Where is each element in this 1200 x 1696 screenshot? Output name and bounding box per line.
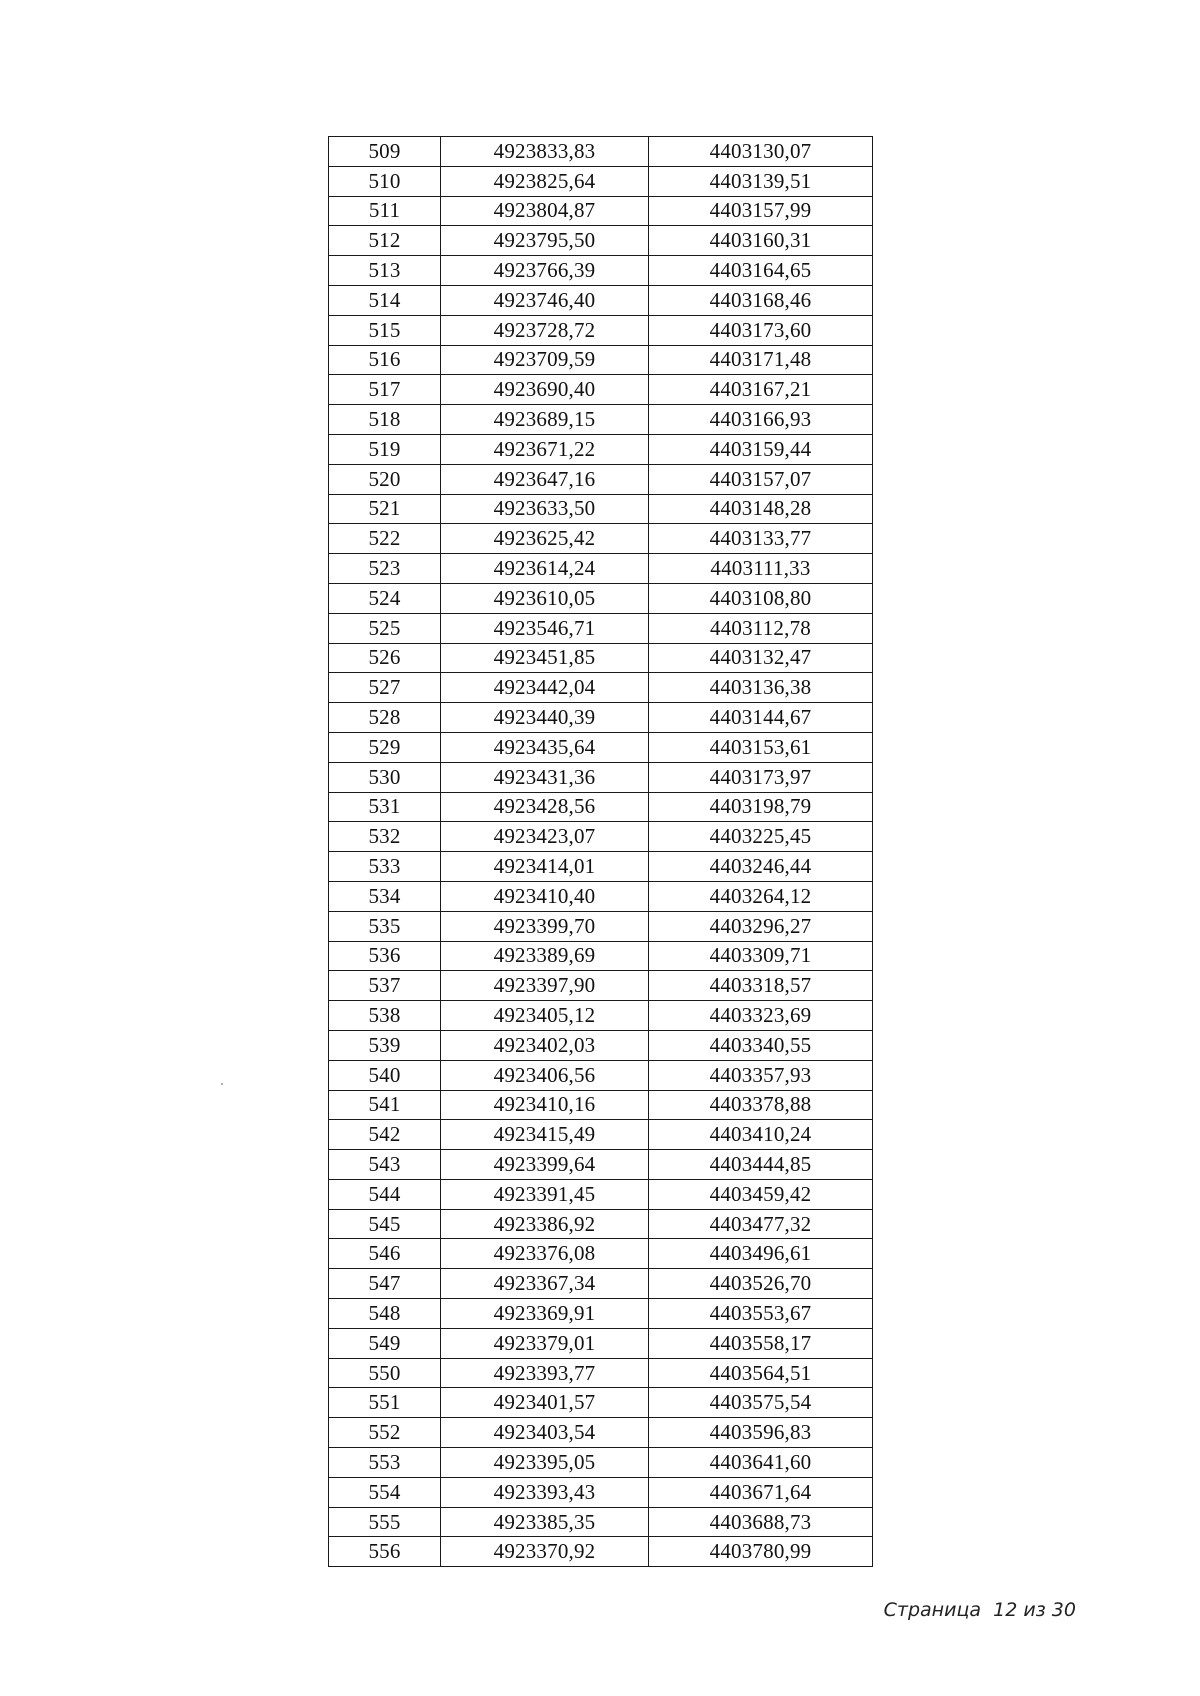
table-row xyxy=(329,762,873,792)
x-coordinate-cell: 4923405,12 xyxy=(441,1001,649,1031)
point-number-cell: 520 xyxy=(329,464,441,494)
x-coordinate-cell: 4923689,15 xyxy=(441,405,649,435)
y-coordinate-cell: 4403477,32 xyxy=(649,1209,873,1239)
y-coordinate-cell: 4403198,79 xyxy=(649,792,873,822)
table-row xyxy=(329,1448,873,1478)
table-row xyxy=(329,1001,873,1031)
point-number-cell: 530 xyxy=(329,762,441,792)
table-row xyxy=(329,911,873,941)
point-number-cell: 529 xyxy=(329,732,441,762)
table-row xyxy=(329,673,873,703)
y-coordinate-cell: 4403108,80 xyxy=(649,583,873,613)
table-row xyxy=(329,524,873,554)
y-coordinate-cell: 4403688,73 xyxy=(649,1507,873,1537)
y-coordinate-cell: 4403410,24 xyxy=(649,1120,873,1150)
y-coordinate-cell: 4403173,97 xyxy=(649,762,873,792)
point-number-cell: 516 xyxy=(329,345,441,375)
y-coordinate-cell: 4403157,99 xyxy=(649,196,873,226)
y-coordinate-cell: 4403526,70 xyxy=(649,1269,873,1299)
y-coordinate-cell: 4403496,61 xyxy=(649,1239,873,1269)
x-coordinate-cell: 4923402,03 xyxy=(441,1030,649,1060)
x-coordinate-cell: 4923833,83 xyxy=(441,137,649,167)
point-number-cell: 545 xyxy=(329,1209,441,1239)
x-coordinate-cell: 4923389,69 xyxy=(441,941,649,971)
x-coordinate-cell: 4923690,40 xyxy=(441,375,649,405)
y-coordinate-cell: 4403318,57 xyxy=(649,971,873,1001)
x-coordinate-cell: 4923625,42 xyxy=(441,524,649,554)
table-row xyxy=(329,1030,873,1060)
table-row xyxy=(329,166,873,196)
x-coordinate-cell: 4923393,77 xyxy=(441,1358,649,1388)
point-number-cell: 517 xyxy=(329,375,441,405)
y-coordinate-cell: 4403780,99 xyxy=(649,1537,873,1567)
coordinates-table-body xyxy=(329,137,873,1567)
point-number-cell: 515 xyxy=(329,315,441,345)
y-coordinate-cell: 4403164,65 xyxy=(649,256,873,286)
point-number-cell: 553 xyxy=(329,1448,441,1478)
point-number-cell: 534 xyxy=(329,881,441,911)
point-number-cell: 550 xyxy=(329,1358,441,1388)
table-row xyxy=(329,1179,873,1209)
table-row xyxy=(329,1060,873,1090)
x-coordinate-cell: 4923766,39 xyxy=(441,256,649,286)
point-number-cell: 551 xyxy=(329,1388,441,1418)
table-row xyxy=(329,1299,873,1329)
table-row xyxy=(329,375,873,405)
point-number-cell: 510 xyxy=(329,166,441,196)
y-coordinate-cell: 4403111,33 xyxy=(649,554,873,584)
x-coordinate-cell: 4923825,64 xyxy=(441,166,649,196)
point-number-cell: 528 xyxy=(329,703,441,733)
scan-speck xyxy=(221,1083,223,1085)
table-row xyxy=(329,464,873,494)
y-coordinate-cell: 4403264,12 xyxy=(649,881,873,911)
y-coordinate-cell: 4403171,48 xyxy=(649,345,873,375)
table-row xyxy=(329,971,873,1001)
point-number-cell: 546 xyxy=(329,1239,441,1269)
table-row xyxy=(329,852,873,882)
y-coordinate-cell: 4403168,46 xyxy=(649,285,873,315)
y-coordinate-cell: 4403159,44 xyxy=(649,434,873,464)
point-number-cell: 526 xyxy=(329,643,441,673)
point-number-cell: 519 xyxy=(329,434,441,464)
point-number-cell: 509 xyxy=(329,137,441,167)
table-row xyxy=(329,1537,873,1567)
y-coordinate-cell: 4403112,78 xyxy=(649,613,873,643)
point-number-cell: 512 xyxy=(329,226,441,256)
point-number-cell: 539 xyxy=(329,1030,441,1060)
y-coordinate-cell: 4403357,93 xyxy=(649,1060,873,1090)
page-number-footer: Страница 12 из 30 xyxy=(883,1599,1076,1621)
point-number-cell: 542 xyxy=(329,1120,441,1150)
y-coordinate-cell: 4403173,60 xyxy=(649,315,873,345)
x-coordinate-cell: 4923415,49 xyxy=(441,1120,649,1150)
table-row xyxy=(329,315,873,345)
y-coordinate-cell: 4403133,77 xyxy=(649,524,873,554)
y-coordinate-cell: 4403340,55 xyxy=(649,1030,873,1060)
y-coordinate-cell: 4403139,51 xyxy=(649,166,873,196)
x-coordinate-cell: 4923369,91 xyxy=(441,1299,649,1329)
y-coordinate-cell: 4403157,07 xyxy=(649,464,873,494)
table-row xyxy=(329,285,873,315)
y-coordinate-cell: 4403246,44 xyxy=(649,852,873,882)
y-coordinate-cell: 4403153,61 xyxy=(649,732,873,762)
point-number-cell: 524 xyxy=(329,583,441,613)
x-coordinate-cell: 4923451,85 xyxy=(441,643,649,673)
point-number-cell: 527 xyxy=(329,673,441,703)
x-coordinate-cell: 4923804,87 xyxy=(441,196,649,226)
y-coordinate-cell: 4403144,67 xyxy=(649,703,873,733)
point-number-cell: 541 xyxy=(329,1090,441,1120)
x-coordinate-cell: 4923671,22 xyxy=(441,434,649,464)
y-coordinate-cell: 4403671,64 xyxy=(649,1477,873,1507)
table-row xyxy=(329,554,873,584)
table-row xyxy=(329,1120,873,1150)
x-coordinate-cell: 4923633,50 xyxy=(441,494,649,524)
x-coordinate-cell: 4923367,34 xyxy=(441,1269,649,1299)
x-coordinate-cell: 4923435,64 xyxy=(441,732,649,762)
point-number-cell: 547 xyxy=(329,1269,441,1299)
x-coordinate-cell: 4923728,72 xyxy=(441,315,649,345)
point-number-cell: 518 xyxy=(329,405,441,435)
x-coordinate-cell: 4923546,71 xyxy=(441,613,649,643)
x-coordinate-cell: 4923431,36 xyxy=(441,762,649,792)
x-coordinate-cell: 4923440,39 xyxy=(441,703,649,733)
y-coordinate-cell: 4403575,54 xyxy=(649,1388,873,1418)
table-row xyxy=(329,1239,873,1269)
table-row xyxy=(329,405,873,435)
table-row xyxy=(329,137,873,167)
point-number-cell: 554 xyxy=(329,1477,441,1507)
point-number-cell: 556 xyxy=(329,1537,441,1567)
x-coordinate-cell: 4923370,92 xyxy=(441,1537,649,1567)
point-number-cell: 511 xyxy=(329,196,441,226)
point-number-cell: 552 xyxy=(329,1418,441,1448)
x-coordinate-cell: 4923401,57 xyxy=(441,1388,649,1418)
y-coordinate-cell: 4403225,45 xyxy=(649,822,873,852)
x-coordinate-cell: 4923395,05 xyxy=(441,1448,649,1478)
table-row xyxy=(329,643,873,673)
table-row xyxy=(329,1328,873,1358)
x-coordinate-cell: 4923410,40 xyxy=(441,881,649,911)
x-coordinate-cell: 4923442,04 xyxy=(441,673,649,703)
x-coordinate-cell: 4923399,70 xyxy=(441,911,649,941)
y-coordinate-cell: 4403459,42 xyxy=(649,1179,873,1209)
table-row xyxy=(329,1507,873,1537)
x-coordinate-cell: 4923428,56 xyxy=(441,792,649,822)
table-row xyxy=(329,1209,873,1239)
table-row xyxy=(329,434,873,464)
point-number-cell: 521 xyxy=(329,494,441,524)
point-number-cell: 514 xyxy=(329,285,441,315)
table-row xyxy=(329,1358,873,1388)
point-number-cell: 532 xyxy=(329,822,441,852)
y-coordinate-cell: 4403564,51 xyxy=(649,1358,873,1388)
table-row xyxy=(329,1477,873,1507)
y-coordinate-cell: 4403136,38 xyxy=(649,673,873,703)
x-coordinate-cell: 4923399,64 xyxy=(441,1150,649,1180)
y-coordinate-cell: 4403378,88 xyxy=(649,1090,873,1120)
x-coordinate-cell: 4923393,43 xyxy=(441,1477,649,1507)
y-coordinate-cell: 4403132,47 xyxy=(649,643,873,673)
point-number-cell: 549 xyxy=(329,1328,441,1358)
y-coordinate-cell: 4403323,69 xyxy=(649,1001,873,1031)
x-coordinate-cell: 4923376,08 xyxy=(441,1239,649,1269)
y-coordinate-cell: 4403166,93 xyxy=(649,405,873,435)
table-row xyxy=(329,494,873,524)
x-coordinate-cell: 4923610,05 xyxy=(441,583,649,613)
point-number-cell: 531 xyxy=(329,792,441,822)
table-row xyxy=(329,1090,873,1120)
point-number-cell: 543 xyxy=(329,1150,441,1180)
y-coordinate-cell: 4403444,85 xyxy=(649,1150,873,1180)
point-number-cell: 544 xyxy=(329,1179,441,1209)
point-number-cell: 535 xyxy=(329,911,441,941)
y-coordinate-cell: 4403148,28 xyxy=(649,494,873,524)
x-coordinate-cell: 4923614,24 xyxy=(441,554,649,584)
point-number-cell: 555 xyxy=(329,1507,441,1537)
x-coordinate-cell: 4923386,92 xyxy=(441,1209,649,1239)
x-coordinate-cell: 4923406,56 xyxy=(441,1060,649,1090)
y-coordinate-cell: 4403160,31 xyxy=(649,226,873,256)
point-number-cell: 525 xyxy=(329,613,441,643)
x-coordinate-cell: 4923647,16 xyxy=(441,464,649,494)
y-coordinate-cell: 4403558,17 xyxy=(649,1328,873,1358)
y-coordinate-cell: 4403296,27 xyxy=(649,911,873,941)
point-number-cell: 540 xyxy=(329,1060,441,1090)
table-row xyxy=(329,1388,873,1418)
coordinates-table xyxy=(328,136,873,1567)
x-coordinate-cell: 4923397,90 xyxy=(441,971,649,1001)
x-coordinate-cell: 4923403,54 xyxy=(441,1418,649,1448)
x-coordinate-cell: 4923385,35 xyxy=(441,1507,649,1537)
table-row xyxy=(329,703,873,733)
point-number-cell: 533 xyxy=(329,852,441,882)
x-coordinate-cell: 4923423,07 xyxy=(441,822,649,852)
table-row xyxy=(329,881,873,911)
x-coordinate-cell: 4923709,59 xyxy=(441,345,649,375)
table-row xyxy=(329,941,873,971)
y-coordinate-cell: 4403641,60 xyxy=(649,1448,873,1478)
point-number-cell: 536 xyxy=(329,941,441,971)
point-number-cell: 537 xyxy=(329,971,441,1001)
y-coordinate-cell: 4403309,71 xyxy=(649,941,873,971)
table-row xyxy=(329,583,873,613)
table-row xyxy=(329,613,873,643)
table-row xyxy=(329,226,873,256)
point-number-cell: 513 xyxy=(329,256,441,286)
y-coordinate-cell: 4403130,07 xyxy=(649,137,873,167)
table-row xyxy=(329,196,873,226)
y-coordinate-cell: 4403553,67 xyxy=(649,1299,873,1329)
x-coordinate-cell: 4923795,50 xyxy=(441,226,649,256)
point-number-cell: 523 xyxy=(329,554,441,584)
x-coordinate-cell: 4923414,01 xyxy=(441,852,649,882)
table-row xyxy=(329,732,873,762)
table-row xyxy=(329,822,873,852)
x-coordinate-cell: 4923410,16 xyxy=(441,1090,649,1120)
point-number-cell: 522 xyxy=(329,524,441,554)
point-number-cell: 538 xyxy=(329,1001,441,1031)
x-coordinate-cell: 4923391,45 xyxy=(441,1179,649,1209)
x-coordinate-cell: 4923379,01 xyxy=(441,1328,649,1358)
table-row xyxy=(329,1150,873,1180)
table-row xyxy=(329,345,873,375)
point-number-cell: 548 xyxy=(329,1299,441,1329)
table-row xyxy=(329,256,873,286)
x-coordinate-cell: 4923746,40 xyxy=(441,285,649,315)
y-coordinate-cell: 4403167,21 xyxy=(649,375,873,405)
table-row xyxy=(329,1418,873,1448)
y-coordinate-cell: 4403596,83 xyxy=(649,1418,873,1448)
table-row xyxy=(329,1269,873,1299)
table-row xyxy=(329,792,873,822)
